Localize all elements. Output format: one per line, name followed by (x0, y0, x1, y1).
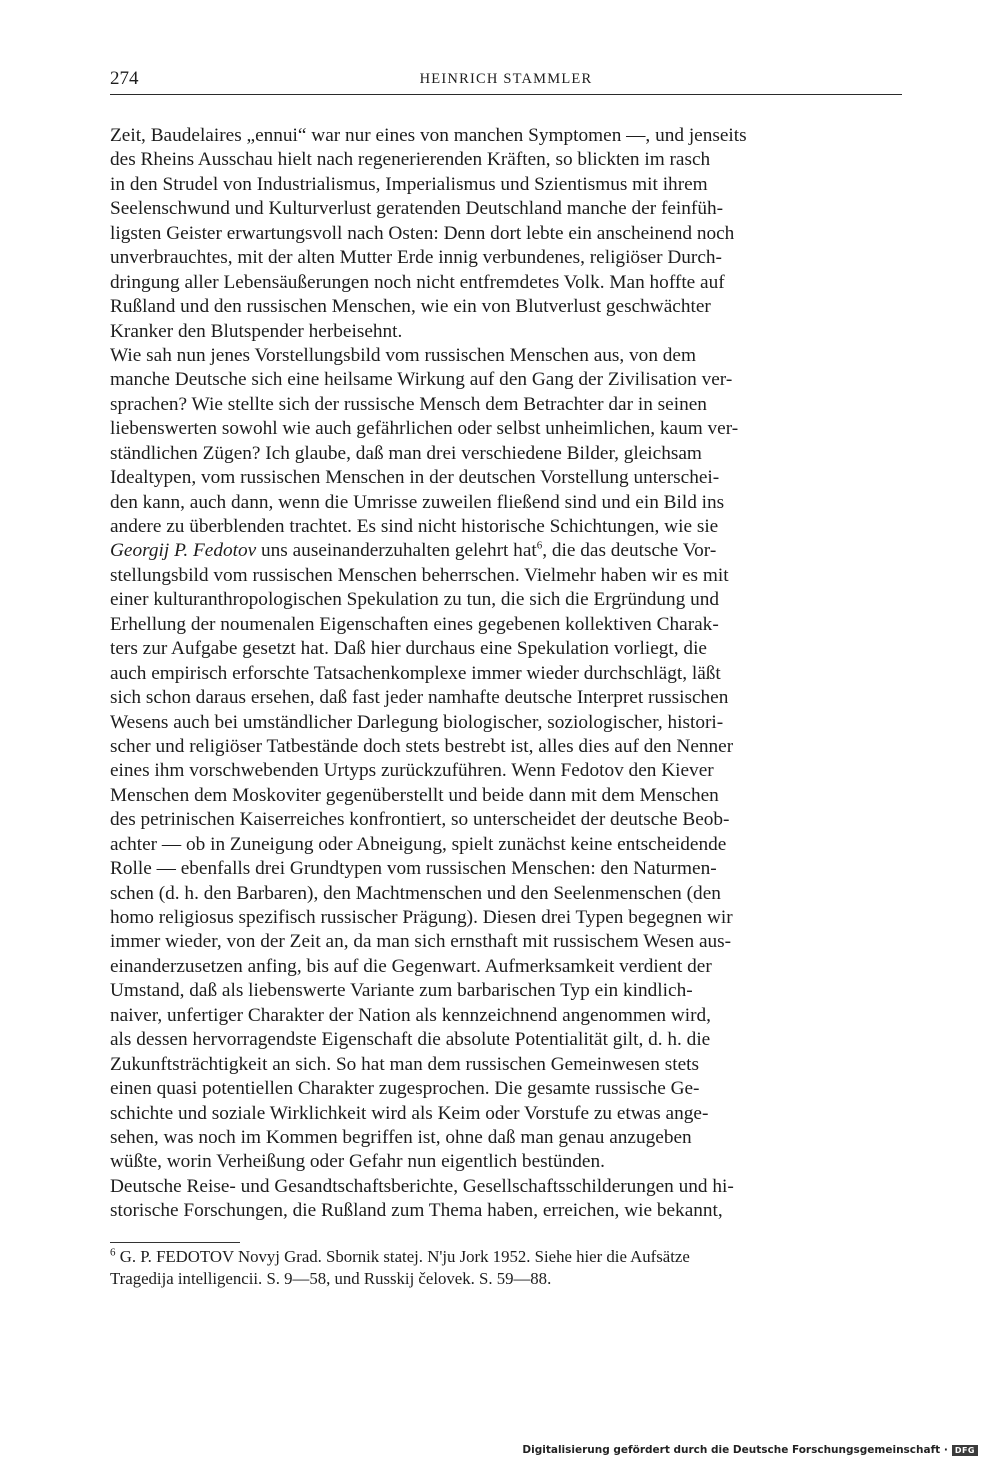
footnote-line: Tragedija intelligencii. S. 9—58, und Russkij čelovek. S. 59—88. (110, 1269, 552, 1288)
text-line: Rolle — ebenfalls drei Grundtypen vom russischen Menschen: den Naturmen- (110, 858, 717, 880)
text-line-with-footnote-ref (110, 539, 902, 563)
footnote-marker: 6 (110, 1246, 116, 1259)
text-line: einer kulturanthropologischen Spekulation zu tun, die sich die Ergründung und (110, 589, 720, 611)
footnote-rule (110, 1242, 240, 1243)
text-line: andere zu überblenden trachtet. Es sind nicht historische Schichtungen, wie sie (110, 516, 719, 537)
text-line: ständlichen Zügen? Ich glaube, daß man drei verschiedene Bilder, gleichsam (110, 442, 702, 464)
text-line: Idealtypen, vom russischen Menschen in der deutschen Vorstellung unterschei- (110, 467, 720, 489)
text-line: auch empirisch erforschte Tatsachenkomplexe immer wieder durchschlägt, läßt (110, 662, 721, 684)
footnote-text: G. P. FEDOTOV Novyj Grad. Sbornik statej. N'ju Jork 1952. Siehe hier die Aufsätze (115, 1247, 690, 1266)
text-line: storische Forschungen, die Rußland zum Thema haben, erreichen, wie bekannt, (110, 1200, 723, 1222)
text-line: scher und religiöser Tatbestände doch stets bestrebt ist, alles dies auf den Nenner (110, 735, 734, 757)
text-line: schichte und soziale Wirklichkeit wird als Keim oder Vorstufe zu etwas ange- (110, 1102, 709, 1124)
text-line: Erhellung der noumenalen Eigenschaften eines gegebenen kollektiven Charak- (110, 613, 719, 635)
italic-author-name: Georgij P. Fedotov (110, 540, 257, 562)
text-line: sprachen? Wie stellte sich der russische Mensch dem Betrachter dar in seinen (110, 393, 707, 415)
text-line: sehen, was noch im Kommen begriffen ist, ohne daß man genau anzugeben (110, 1126, 692, 1148)
body-text (110, 124, 902, 1224)
text-line: ligsten Geister erwartungsvoll nach Osten: Denn dort lebte ein anscheinend noch (110, 222, 735, 244)
credit-text: Digitalisierung gefördert durch die Deutsche Forschungsgemeinschaft · (522, 1444, 948, 1456)
line-text: , die das deutsche Vor- (542, 540, 717, 562)
footnote-line (110, 1246, 902, 1268)
text-line: einen quasi potentiellen Charakter zugesprochen. Die gesamte russische Ge- (110, 1078, 700, 1100)
text-line: des Rheins Ausschau hielt nach regenerierenden Kräften, so blickten im rasch (110, 149, 711, 171)
text-line: stellungsbild vom russischen Menschen beherrschen. Vielmehr haben wir es mit (110, 564, 729, 586)
text-line: unverbrauchtes, mit der alten Mutter Erde innig verbundenes, religiöser Durch- (110, 247, 722, 269)
text-line: liebenswerten sowohl wie auch gefährlichen oder selbst unheimlichen, kaum ver- (110, 418, 739, 440)
text-line: Deutsche Reise- und Gesandtschaftsberichte, Gesellschaftsschilderungen und hi- (110, 1175, 734, 1197)
text-line: Menschen dem Moskoviter gegenüberstellt und beide dann mit dem Menschen (110, 784, 719, 806)
text-line: in den Strudel von Industrialismus, Imperialismus und Szientismus mit ihrem (110, 173, 708, 195)
text-line: naiver, unfertiger Charakter der Nation als kennzeichnend angenommen wird, (110, 1004, 711, 1026)
text-line: Zeit, Baudelaires „ennui“ war nur eines von manchen Symptomen —, und jenseits (110, 125, 747, 146)
dfg-logo: DFG (952, 1445, 978, 1456)
page-number: 274 (110, 68, 139, 89)
text-line: einanderzusetzen anfing, bis auf die Gegenwart. Aufmerksamkeit verdient der (110, 955, 712, 977)
text-line: dringung aller Lebensäußerungen noch nicht entfremdetes Volk. Man hoffte auf (110, 271, 725, 293)
text-line: schen (d. h. den Barbaren), den Machtmenschen und den Seelenmenschen (den (110, 882, 721, 904)
text-line: den kann, auch dann, wenn die Umrisse zuweilen fließend sind und ein Bild ins (110, 491, 725, 513)
text-line: immer wieder, von der Zeit an, da man sich ernsthaft mit russischem Wesen aus- (110, 931, 732, 953)
text-line: ters zur Aufgabe gesetzt hat. Daß hier durchaus eine Spekulation vorliegt, die (110, 638, 707, 660)
text-line: achter — ob in Zuneigung oder Abneigung, spielt zunächst keine entscheidende (110, 833, 727, 855)
footnote-ref[interactable]: 6 (536, 540, 543, 553)
page-header (110, 68, 902, 96)
text-line: homo religiosus spezifisch russischer Prägung). Diesen drei Typen begegnen wir (110, 907, 733, 928)
text-line: manche Deutsche sich eine heilsame Wirkung auf den Gang der Zivilisation ver- (110, 369, 733, 391)
digitization-credit (522, 1444, 978, 1456)
text-line: Rußland und den russischen Menschen, wie ein von Blutverlust geschwächter (110, 296, 711, 318)
running-head: HEINRICH STAMMLER (419, 71, 593, 87)
text-line: Seelenschwund und Kulturverlust geratenden Deutschland manche der feinfüh- (110, 198, 724, 220)
text-line: Wie sah nun jenes Vorstellungsbild vom russischen Menschen aus, von dem (110, 344, 696, 366)
text-line: des petrinischen Kaiserreiches konfrontiert, so unterscheidet der deutsche Beob- (110, 809, 730, 831)
text-line: Zukunftsträchtigkeit an sich. So hat man dem russischen Gemeinwesen stets (110, 1053, 700, 1075)
text-line: Kranker den Blutspender herbeisehnt. (110, 320, 403, 342)
text-line: Umstand, daß als liebenswerte Variante zum barbarischen Typ ein kindlich- (110, 980, 693, 1002)
text-line: wüßte, worin Verheißung oder Gefahr nun eigentlich bestünden. (110, 1151, 605, 1173)
text-line: sich schon daraus ersehen, daß fast jeder namhafte deutsche Interpret russischen (110, 687, 729, 709)
text-line: eines ihm vorschwebenden Urtyps zurückzuführen. Wenn Fedotov den Kiever (110, 760, 714, 782)
header-rule (110, 94, 902, 95)
line-text: uns auseinanderzuhalten gelehrt hat (256, 540, 537, 562)
text-line: als dessen hervorragendste Eigenschaft die absolute Potentialität gilt, d. h. die (110, 1029, 711, 1051)
footnotes (110, 1246, 902, 1290)
text-line: Wesens auch bei umständlicher Darlegung biologischer, soziologischer, histori- (110, 711, 724, 733)
